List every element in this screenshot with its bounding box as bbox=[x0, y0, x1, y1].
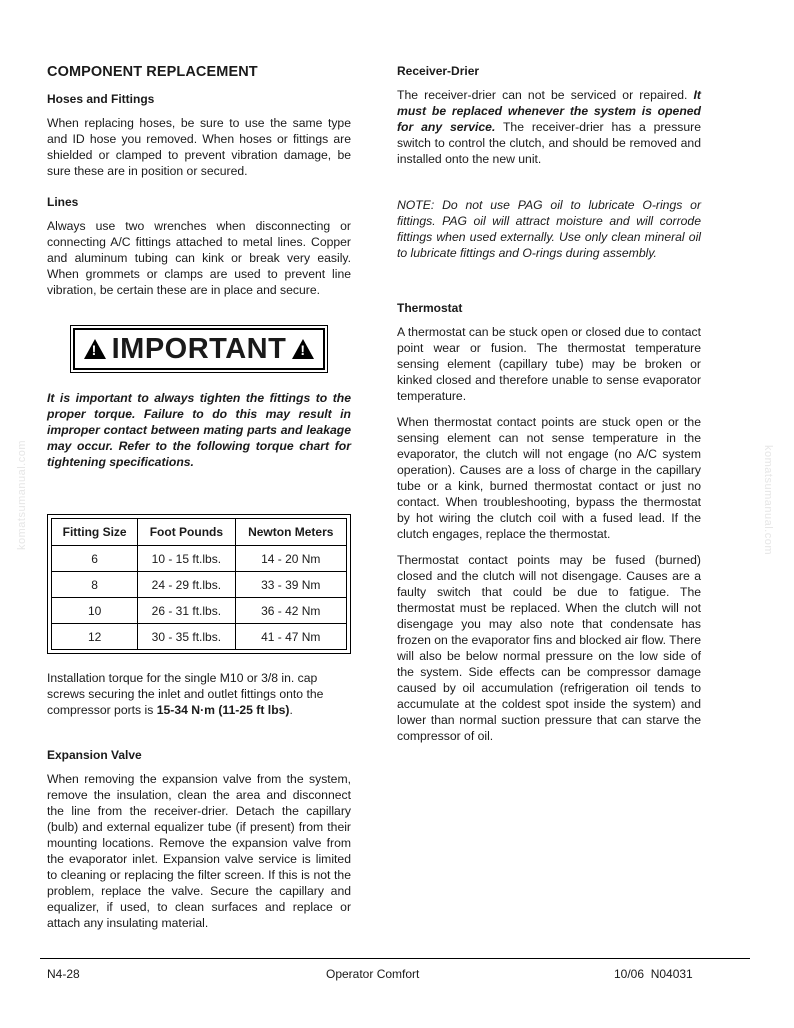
torque-end: . bbox=[289, 703, 293, 717]
thermostat-paragraph-1: A thermostat can be stuck open or closed due to contact point wear or fusion. The thermostat temperature sensing element (capillary tube) may be broken or kinked closed and therefore unable to sense evaporator temperature. bbox=[397, 325, 701, 403]
table-cell: 10 bbox=[52, 598, 138, 624]
table-header-row bbox=[52, 519, 347, 546]
hoses-paragraph: When replacing hoses, be sure to use the same type and ID hose you removed. When hoses or fittings are shielded or clamped to prevent vibration damage, be sure these are in position or secured. bbox=[47, 116, 351, 178]
receiver-text-1: The receiver-drier can not be serviced or repaired. bbox=[397, 88, 694, 102]
section-title: COMPONENT REPLACEMENT bbox=[47, 64, 258, 80]
table-row bbox=[52, 546, 347, 572]
torque-value: 15-34 N·m (11-25 ft lbs) bbox=[156, 703, 290, 717]
left-column bbox=[47, 64, 351, 941]
watermark-left: komatsumanual.com bbox=[16, 440, 28, 550]
important-text: It is important to always tighten the fittings to the proper torque. Failure to do this may result in improper contact between mating parts and leakage may occur. Refer to the following torque chart for tightening specifications. bbox=[47, 391, 351, 469]
table-cell: 14 - 20 Nm bbox=[235, 546, 347, 572]
note-paragraph: NOTE: Do not use PAG oil to lubricate O-rings or fittings. PAG oil will attract moisture and will corrode fittings when used externally. Use only clean mineral oil to lubricate fittings and O-rings during assembly. bbox=[397, 198, 701, 260]
torque-table-frame bbox=[47, 514, 351, 654]
table-cell: 33 - 39 Nm bbox=[235, 572, 347, 598]
table-cell: 6 bbox=[52, 546, 138, 572]
right-column bbox=[397, 64, 701, 754]
table-cell: 8 bbox=[52, 572, 138, 598]
table-cell: 24 - 29 ft.lbs. bbox=[138, 572, 235, 598]
footer-divider bbox=[40, 958, 750, 959]
table-row bbox=[52, 572, 347, 598]
receiver-emphasis: It must be replaced whenever the system is opened for any service. bbox=[397, 88, 701, 134]
expansion-paragraph: When removing the expansion valve from the system, remove the insulation, clean the area and disconnect the line from the receiver-drier. Detach the capillary (bulb) and external equalizer tube (if present) from their mounting locations. Remove the expansion valve from the evaporator inlet. Expansion valve service is limited to cleaning or replacing the filter screen. If this is not the problem, replace the valve. Secure the capillary and equalizer, if used, to clean surfaces and replace or attach any insulating material. bbox=[47, 772, 351, 930]
table-header: Newton Meters bbox=[235, 519, 347, 546]
thermostat-paragraph-2: When thermostat contact points are stuck open or the sensing element can not sense temperature in the evaporator, the clutch will not engage (no A/C system operation). Causes are a loss of charge in the capillary tube or a kink, burned thermostat contact or just no contact. When troubleshooting, bypass the thermostat by hot wiring the clutch coil with a fused lead. If the clutch engages, replace the thermostat. bbox=[397, 415, 701, 541]
receiver-heading: Receiver-Drier bbox=[397, 64, 480, 78]
receiver-paragraph bbox=[397, 87, 701, 167]
important-banner bbox=[73, 328, 325, 370]
torque-text: Installation torque for the single M10 or 3/8 in. cap screws securing the inlet and outlet fittings onto the compressor ports is bbox=[47, 671, 324, 717]
lines-heading: Lines bbox=[47, 195, 79, 209]
table-cell: 30 - 35 ft.lbs. bbox=[138, 624, 235, 650]
table-cell: 26 - 31 ft.lbs. bbox=[138, 598, 235, 624]
table-cell: 10 - 15 ft.lbs. bbox=[138, 546, 235, 572]
table-header: Foot Pounds bbox=[138, 519, 235, 546]
warning-triangle-icon bbox=[84, 339, 106, 359]
important-label: IMPORTANT bbox=[111, 332, 287, 365]
thermostat-paragraph-3: Thermostat contact points may be fused (burned) closed and the clutch will not disengage. Causes are a faulty switch that could be due to fatigue. The thermostat must be replaced. When the clutch will not disengage you may also note that condensate has frozen on the evaporator fins and blocked air flow. There will also be below normal pressure on the low side of the system. Side effects can be compressor damage caused by oil accumulation (refrigeration oil tends to accumulate at the coldest spot inside the system) and lower than normal suction pressure that can starve the compressor of oil. bbox=[397, 553, 701, 743]
hoses-heading: Hoses and Fittings bbox=[47, 92, 155, 106]
footer-page: N4-28 bbox=[47, 967, 80, 981]
footer-section: Operator Comfort bbox=[326, 967, 420, 981]
table-row bbox=[52, 598, 347, 624]
table-cell: 12 bbox=[52, 624, 138, 650]
warning-triangle-icon bbox=[292, 339, 314, 359]
torque-table bbox=[51, 518, 347, 650]
table-cell: 41 - 47 Nm bbox=[235, 624, 347, 650]
lines-paragraph: Always use two wrenches when disconnecting or connecting A/C fittings attached to metal lines. Copper and aluminum tubing can kink or break very easily. When grommets or clamps are used to prevent line vibration, be certain these are in place and secure. bbox=[47, 219, 351, 297]
table-cell: 36 - 42 Nm bbox=[235, 598, 347, 624]
torque-paragraph bbox=[47, 670, 351, 718]
thermostat-heading: Thermostat bbox=[397, 301, 463, 315]
table-header: Fitting Size bbox=[52, 519, 138, 546]
expansion-heading: Expansion Valve bbox=[47, 748, 142, 762]
footer-code: 10/06 N04031 bbox=[614, 967, 693, 981]
table-row bbox=[52, 624, 347, 650]
receiver-text-2: The receiver-drier has a pressure switch to control the clutch, and should be removed and installed onto the new unit. bbox=[397, 120, 702, 166]
watermark-right: komatsumanual.com bbox=[762, 445, 774, 555]
